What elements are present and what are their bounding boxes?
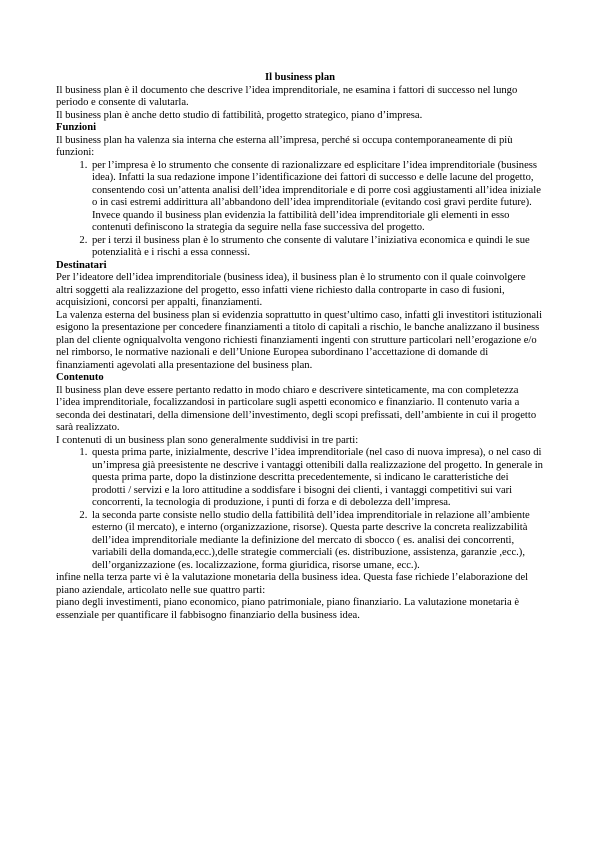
list-item: 1. questa prima parte, inizialmente, descrive l’idea imprenditoriale (nel caso di nuova impresa), o nel caso di un’impresa già preesistente ne descrive i vantaggi ottenibili dalla realizzazione del progetto. In generale in questa prima parte, dopo la distinzione descritta precedentemente, si indicano le caratteristiche dei prodotti / servizi e la loro attitudine a soddisfare i bisogni dei clienti, i vantaggi competitivi sui vari concorrenti, la tecnologia di produzione, i punti di forza e di debolezza dell’impresa. [90, 447, 544, 510]
contenuto-paragraph-1: Il business plan deve essere pertanto redatto in modo chiaro e descrivere sinteticamente, ma con completezza l’idea imprenditoriale, focalizzandosi in particolare sugli aspetti economico e finanziario. Il contenuto varia a seconda dei destinatari, della dimensione dell’investimento, degli scopi prefissati, dell’ambiente in cui il progetto sarà realizzato. [56, 384, 537, 433]
document-title: Il business plan [264, 72, 336, 83]
destinatari-paragraph-2: La valenza esterna del business plan si evidenzia soprattutto in quest’ultimo caso, infatti gli investitori istituzionali esigono la presentazione per concedere finanziamenti a titolo di capitali a rischio, le banche analizzano il business plan del cliente ogniqualvolta vengono richiesti finanziamenti ingenti con strutture particolari nell’erogazione e/o nel rimborso, le normative nazionali e dell’Unione Europea subordinano l’accettazione di domande di finanziamenti agevolati alla presentazione del business plan. [56, 309, 543, 371]
list-item: 2. la seconda parte consiste nello studio della fattibilità dell’idea imprenditoriale in relazione all’ambiente esterno (il mercato), e interno (organizzazione, risorse). Questa parte descrive la concreta realizzabilità dell’idea imprenditoriale mediante la definizione del mercato di sbocco ( es. analisi dei concorrenti, variabili della domanda,ecc.),delle strategie commerciali (es. distribuzione, assistenza, garanzie ,ecc.), dell’organizzazione (es. localizzazione, forma giuridica, risorse umane, ecc.). [90, 510, 544, 573]
contenuto-closing-2: piano degli investimenti, piano economico, piano patrimoniale, piano finanziario. La valutazione monetaria è essenziale per quantificare il fabbisogno finanziario della business idea. [56, 597, 520, 621]
destinatari-paragraph-1: Per l’ideatore dell’idea imprenditoriale (business idea), il business plan è lo strumento con il quale coinvolgere altri soggetti ala realizzazione del progetto, esso infatti viene richiesto dalla controparte in caso di fusioni, acquisizioni, concorsi per appalti, finanziamenti. [56, 272, 526, 308]
document-page [56, 72, 544, 622]
list-item: 2. per i terzi il business plan è lo strumento che consente di valutare l’iniziativa economica e quindi le sue potenzialità e i rischi a essa connessi. [90, 235, 544, 260]
heading-funzioni: Funzioni [56, 122, 97, 133]
contenuto-closing-1: infine nella terza parte vi è la valutazione monetaria della business idea. Questa fase richiede l’elaborazione del piano aziendale, articolato nelle sue quattro parti: [56, 572, 529, 596]
contenuto-list [56, 447, 544, 572]
heading-contenuto: Contenuto [56, 372, 104, 383]
list-item: 1. per l’impresa è lo strumento che consente di razionalizzare ed esplicitare l’idea imprenditoriale (business idea). Infatti la sua redazione impone l’identificazione dei fattori di successo e delle lacune del progetto, consentendo così un’attenta analisi dell’idea imprenditoriale e di porre così aggiustamenti all’idea iniziale o in casi estremi addirittura all’abbandono dell’idea imprenditoriale (evitando così gravi perdite future). Invece quando il business plan evidenzia la fattibilità dell’idea imprenditoriale gli elementi in esso contenuti definiscono la strategia da seguire nella fase successiva del progetto. [90, 160, 544, 235]
contenuto-paragraph-2: I contenuti di un business plan sono generalmente suddivisi in tre parti: [56, 434, 359, 446]
intro-paragraph-2: Il business plan è anche detto studio di fattibilità, progetto strategico, piano d’impresa. [56, 109, 423, 121]
funzioni-paragraph: Il business plan ha valenza sia interna che esterna all’impresa, perché si occupa contemporaneamente di più funzioni: [56, 134, 513, 158]
funzioni-list [56, 160, 544, 260]
intro-paragraph-1: Il business plan è il documento che descrive l’idea imprenditoriale, ne esamina i fattori di successo nel lungo periodo e consente di valutarla. [56, 84, 518, 108]
heading-destinatari: Destinatari [56, 259, 107, 271]
